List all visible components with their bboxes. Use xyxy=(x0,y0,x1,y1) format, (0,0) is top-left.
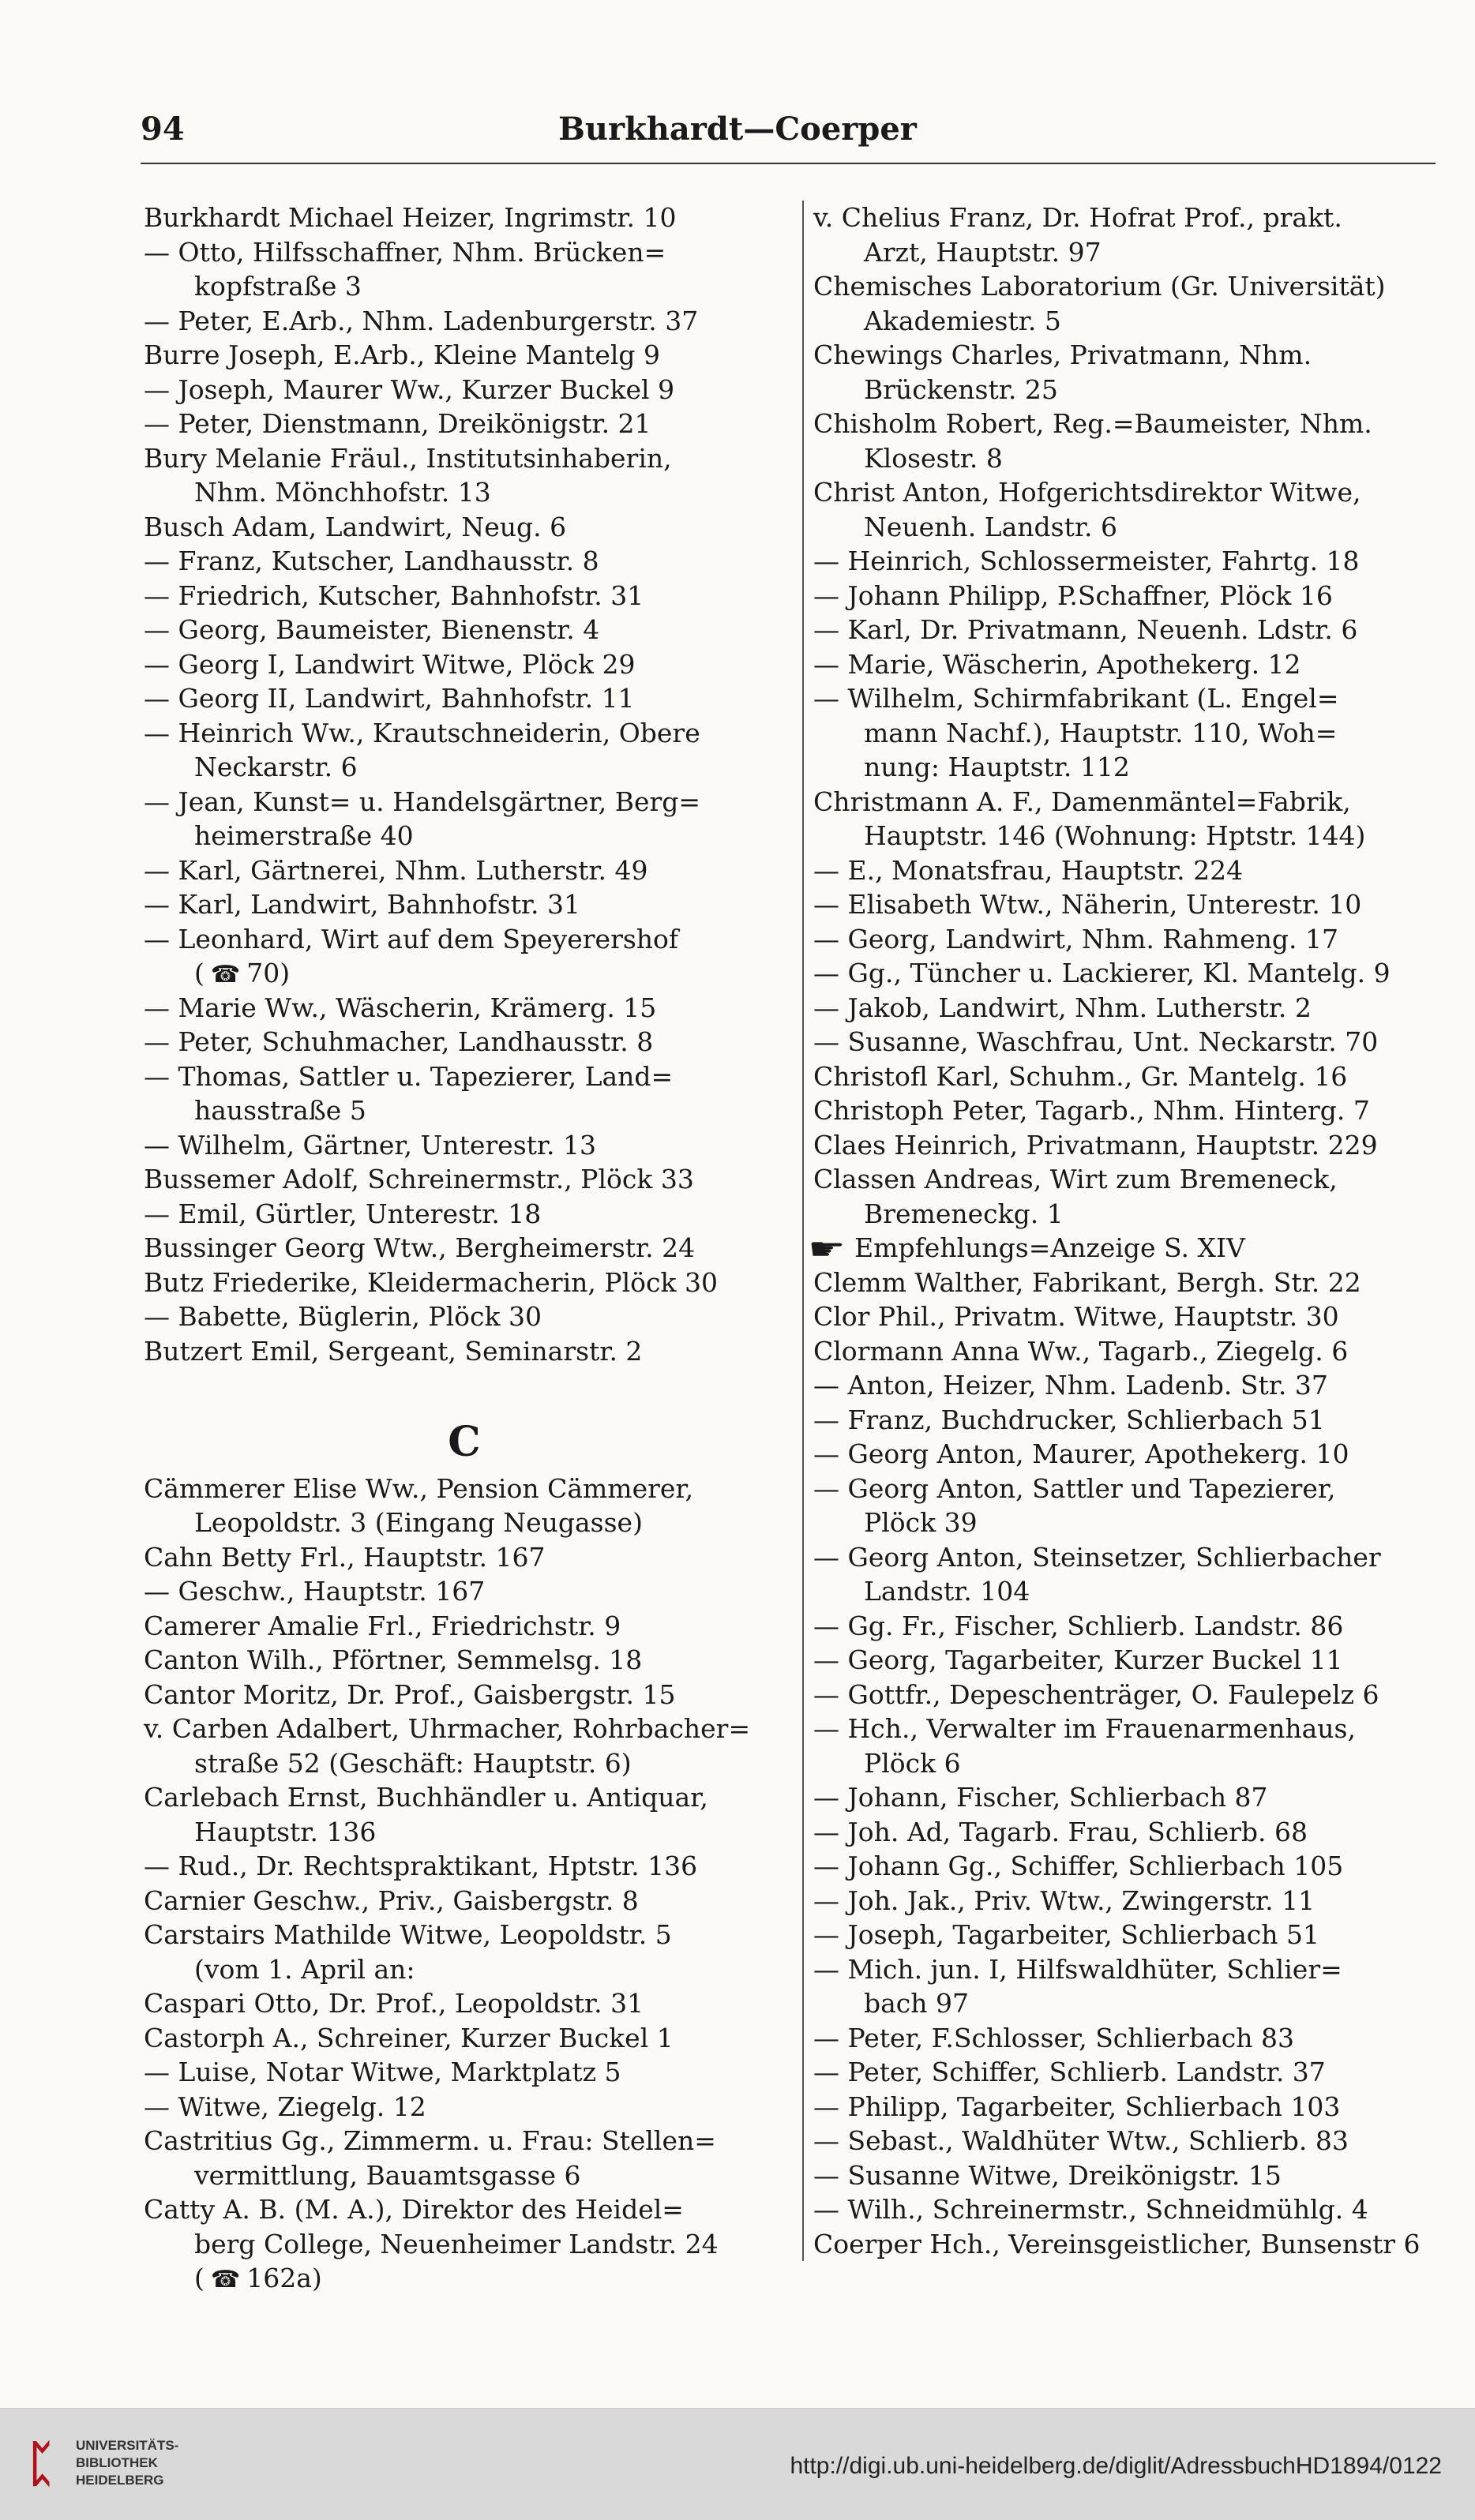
directory-entry xyxy=(144,991,785,1026)
directory-entry xyxy=(813,1918,1454,1952)
entry-text: Butzert Emil, Sergeant, Seminarstr. 2 xyxy=(144,1335,643,1367)
entry-text: Neckarstr. 6 xyxy=(194,752,358,782)
directory-entry xyxy=(813,579,1454,613)
entry-text: — Leonhard, Wirt auf dem Speyerershof xyxy=(144,923,679,954)
entry-continuation xyxy=(144,475,785,510)
entry-continuation xyxy=(813,819,1454,853)
blank-line xyxy=(144,1368,785,1403)
entry-text: — Susanne, Waschfrau, Unt. Neckarstr. 70 xyxy=(813,1026,1379,1057)
directory-entry xyxy=(144,681,785,716)
entry-text: — Georg, Baumeister, Bienenstr. 4 xyxy=(144,614,600,645)
directory-entry xyxy=(144,1918,785,1952)
entry-text: — Thomas, Sattler u. Tapezierer, Land= xyxy=(144,1060,674,1092)
entry-text: — Marie Ww., Wäscherin, Krämerg. 15 xyxy=(144,992,657,1023)
entry-text: — Susanne Witwe, Dreikönigstr. 15 xyxy=(813,2159,1282,2191)
directory-entry xyxy=(813,1472,1454,1506)
directory-entry xyxy=(813,1025,1454,1059)
directory-entry xyxy=(144,1472,785,1506)
directory-entry xyxy=(813,887,1454,922)
phone-prefix: ( xyxy=(194,2263,205,2293)
entry-continuation xyxy=(813,1746,1454,1781)
directory-entry xyxy=(144,716,785,751)
directory-entry xyxy=(144,201,785,235)
entry-text: — Georg Anton, Sattler und Tapezierer, xyxy=(813,1472,1336,1504)
entry-text: — Georg, Tagarbeiter, Kurzer Buckel 11 xyxy=(813,1644,1343,1675)
directory-entry xyxy=(144,1231,785,1266)
entry-text: Christofl Karl, Schuhm., Gr. Mantelg. 16 xyxy=(813,1060,1348,1092)
entry-text: — Georg, Landwirt, Nhm. Rahmeng. 17 xyxy=(813,923,1339,954)
entry-text: Camerer Amalie Frl., Friedrichstr. 9 xyxy=(144,1610,621,1641)
directory-entry xyxy=(813,1368,1454,1403)
entry-continuation xyxy=(144,1815,785,1850)
entry-text: Cantor Moritz, Dr. Prof., Gaisbergstr. 15 xyxy=(144,1678,676,1710)
entry-text: — Elisabeth Wtw., Näherin, Unterestr. 10 xyxy=(813,889,1362,920)
entry-text: — Peter, Dienstmann, Dreikönigstr. 21 xyxy=(144,408,651,439)
entry-text: heimerstraße 40 xyxy=(194,820,414,851)
entry-text: bach 97 xyxy=(864,1988,970,2019)
entry-text: C xyxy=(448,1417,481,1466)
entry-continuation xyxy=(144,1506,785,1540)
directory-entry xyxy=(813,1849,1454,1884)
entry-text: — Mich. jun. I, Hilfswaldhüter, Schlier= xyxy=(813,1953,1342,1985)
entry-continuation xyxy=(144,2227,785,2262)
entry-text: — Witwe, Ziegelg. 12 xyxy=(144,2091,426,2122)
entry-text: — Hch., Verwalter im Frauenarmenhaus, xyxy=(813,1713,1356,1744)
entry-text: — Babette, Büglerin, Plöck 30 xyxy=(144,1301,542,1332)
directory-entry xyxy=(813,1266,1454,1300)
entry-text: — Peter, Schiffer, Schlierb. Landstr. 37 xyxy=(813,2057,1326,2087)
directory-entry xyxy=(813,544,1454,579)
entry-continuation xyxy=(144,1093,785,1128)
entry-text: Busch Adam, Landwirt, Neug. 6 xyxy=(144,511,567,542)
entry-text: — Philipp, Tagarbeiter, Schlierbach 103 xyxy=(813,2091,1341,2122)
entry-continuation xyxy=(144,819,785,853)
entry-text: kopfstraße 3 xyxy=(194,271,362,302)
entry-text: — Joseph, Maurer Ww., Kurzer Buckel 9 xyxy=(144,373,675,405)
entry-text: — Sebast., Waldhüter Wtw., Schlierb. 83 xyxy=(813,2125,1349,2156)
directory-entry xyxy=(813,2227,1454,2262)
entry-text: Coerper Hch., Vereinsgeistlicher, Bunsenstr 6 xyxy=(813,2228,1421,2259)
entry-text: Carnier Geschw., Priv., Gaisbergstr. 8 xyxy=(144,1884,639,1916)
entry-text: — Jean, Kunst= u. Handelsgärtner, Berg= xyxy=(144,786,701,817)
directory-entry xyxy=(813,2158,1454,2193)
entry-text: — Franz, Buchdrucker, Schlierbach 51 xyxy=(813,1404,1325,1435)
entry-text: Klosestr. 8 xyxy=(864,442,1003,474)
entry-text: — Franz, Kutscher, Landhausstr. 8 xyxy=(144,546,599,576)
directory-entry xyxy=(144,1609,785,1644)
directory-entry xyxy=(144,1986,785,2021)
entry-continuation xyxy=(144,2158,785,2193)
entry-text: Castritius Gg., Zimmerm. u. Frau: Stellen= xyxy=(144,2125,716,2156)
entry-text: — Georg I, Landwirt Witwe, Plöck 29 xyxy=(144,648,636,680)
directory-entry xyxy=(144,441,785,476)
directory-entry xyxy=(813,613,1454,647)
entry-text: Bussemer Adolf, Schreinermstr., Plöck 33 xyxy=(144,1164,694,1194)
entry-text: 162a) xyxy=(246,2263,322,2293)
entry-text: Claes Heinrich, Privatmann, Hauptstr. 229 xyxy=(813,1129,1378,1161)
directory-entry xyxy=(144,647,785,682)
directory-entry xyxy=(144,235,785,270)
entry-text: Empfehlungs=Anzeige S. XIV xyxy=(854,1232,1245,1263)
directory-entry xyxy=(144,1299,785,1334)
entry-text: — Peter, F.Schlosser, Schlierbach 83 xyxy=(813,2022,1294,2053)
directory-entry xyxy=(144,1059,785,1094)
directory-entry xyxy=(144,853,785,888)
entry-text: — Luise, Notar Witwe, Marktplatz 5 xyxy=(144,2057,621,2087)
entry-text: Hauptstr. 136 xyxy=(194,1816,377,1847)
entry-text: — Wilhelm, Gärtner, Unterestr. 13 xyxy=(144,1129,597,1161)
entry-continuation xyxy=(813,373,1454,407)
directory-entry xyxy=(144,2090,785,2124)
entry-text: — Gg. Fr., Fischer, Schlierb. Landstr. 86 xyxy=(813,1610,1344,1641)
directory-entry xyxy=(813,338,1454,373)
entry-text: Chemisches Laboratorium (Gr. Universität) xyxy=(813,271,1386,302)
entry-text: Catty A. B. (M. A.), Direktor des Heidel= xyxy=(144,2194,684,2225)
directory-entry xyxy=(813,647,1454,682)
entry-text: 70) xyxy=(246,958,291,988)
directory-entry xyxy=(144,2124,785,2158)
directory-entry xyxy=(144,510,785,545)
library-name xyxy=(76,2437,178,2489)
entry-continuation xyxy=(813,235,1454,270)
library-name-line: UNIVERSITÄTS- xyxy=(76,2438,179,2453)
entry-text: Neuenh. Landstr. 6 xyxy=(864,511,1117,542)
directory-entry xyxy=(813,1334,1454,1369)
entry-text: — Johann, Fischer, Schlierbach 87 xyxy=(813,1782,1268,1813)
directory-entry xyxy=(813,407,1454,441)
entry-text: Plöck 6 xyxy=(864,1747,961,1779)
entry-continuation xyxy=(813,1574,1454,1609)
right-column xyxy=(808,201,1454,2261)
directory-entry xyxy=(144,922,785,957)
directory-entry xyxy=(144,887,785,922)
entry-text: mann Nachf.), Hauptstr. 110, Woh= xyxy=(864,717,1338,748)
header-rule xyxy=(141,163,1436,164)
entry-text: Christoph Peter, Tagarb., Nhm. Hinterg. 7 xyxy=(813,1095,1370,1126)
directory-entry xyxy=(144,304,785,339)
telephone-icon: ☎ xyxy=(210,2266,241,2294)
directory-entry xyxy=(144,1780,785,1815)
entry-text: Caspari Otto, Dr. Prof., Leopoldstr. 31 xyxy=(144,1988,644,2019)
footer-bar xyxy=(0,2408,1475,2520)
entry-text: — Joseph, Tagarbeiter, Schlierbach 51 xyxy=(813,1919,1320,1950)
source-url-link[interactable]: http://digi.ub.uni-heidelberg.de/diglit/AdressbuchHD1894/0122 xyxy=(790,2453,1442,2479)
entry-continuation xyxy=(813,750,1454,785)
entry-text: Brückenstr. 25 xyxy=(864,373,1058,405)
page-number: 94 xyxy=(141,111,185,148)
entry-text: — Wilh., Schreinermstr., Schneidmühlg. 4 xyxy=(813,2194,1368,2225)
directory-entry xyxy=(144,1334,785,1369)
entry-continuation xyxy=(144,269,785,304)
phone-prefix: ( xyxy=(194,958,205,988)
entry-text: Butz Friederike, Kleidermacherin, Plöck 30 xyxy=(144,1266,718,1298)
directory-entry xyxy=(144,1712,785,1746)
directory-entry xyxy=(144,373,785,407)
entry-text: — Heinrich, Schlossermeister, Fahrtg. 18 xyxy=(813,546,1360,576)
entry-text: — Rud., Dr. Rechtspraktikant, Hptstr. 136 xyxy=(144,1851,698,1881)
directory-entry xyxy=(144,1678,785,1712)
entry-text: Hauptstr. 146 (Wohnung: Hptstr. 144) xyxy=(864,820,1366,851)
library-name-line: HEIDELBERG xyxy=(76,2473,164,2488)
entry-text: Arzt, Hauptstr. 97 xyxy=(864,236,1102,268)
directory-entry xyxy=(144,1128,785,1163)
directory-entry xyxy=(813,201,1454,235)
directory-entry xyxy=(813,681,1454,716)
entry-continuation xyxy=(144,750,785,785)
directory-entry xyxy=(144,1849,785,1884)
entry-continuation xyxy=(144,956,785,991)
entry-text: Nhm. Mönchhofstr. 13 xyxy=(194,477,491,508)
directory-entry xyxy=(813,991,1454,1026)
directory-entry xyxy=(813,1712,1454,1746)
directory-entry xyxy=(813,1609,1454,1644)
entry-text: berg College, Neuenheimer Landstr. 24 xyxy=(194,2228,719,2259)
entry-continuation xyxy=(813,1197,1454,1232)
entry-text: — Friedrich, Kutscher, Bahnhofstr. 31 xyxy=(144,579,644,611)
directory-entry xyxy=(813,1299,1454,1334)
directory-entry xyxy=(144,407,785,441)
directory-entry xyxy=(144,1197,785,1232)
directory-entry xyxy=(813,956,1454,991)
entry-text: Chewings Charles, Privatmann, Nhm. xyxy=(813,339,1312,370)
entry-continuation xyxy=(813,510,1454,545)
entry-text: Clemm Walther, Fabrikant, Bergh. Str. 22 xyxy=(813,1266,1361,1298)
entry-text: — Georg Anton, Maurer, Apothekerg. 10 xyxy=(813,1438,1349,1469)
entry-text: Plöck 39 xyxy=(864,1507,978,1538)
entry-text: — Wilhelm, Schirmfabrikant (L. Engel= xyxy=(813,683,1339,714)
directory-entry xyxy=(144,1884,785,1918)
directory-entry xyxy=(813,1403,1454,1438)
directory-entry xyxy=(144,338,785,373)
entry-text: — Otto, Hilfsschaffner, Nhm. Brücken= xyxy=(144,236,666,268)
directory-entry xyxy=(813,2021,1454,2056)
pointing-hand-icon: ☛ xyxy=(808,1232,846,1267)
directory-entry xyxy=(144,785,785,819)
entry-text: v. Carben Adalbert, Uhrmacher, Rohrbacher= xyxy=(144,1713,751,1744)
column-divider xyxy=(802,201,804,2261)
entry-text: Burre Joseph, E.Arb., Kleine Mantelg 9 xyxy=(144,339,661,370)
section-letter xyxy=(144,1403,785,1472)
entry-text: — Joh. Ad, Tagarb. Frau, Schlierb. 68 xyxy=(813,1816,1308,1847)
entry-text: — Johann Philipp, P.Schaffner, Plöck 16 xyxy=(813,579,1333,611)
directory-entry xyxy=(813,269,1454,304)
directory-entry xyxy=(813,1815,1454,1850)
directory-entry xyxy=(144,2192,785,2227)
telephone-icon: ☎ xyxy=(210,961,241,989)
entry-continuation xyxy=(813,1506,1454,1540)
entry-text: Classen Andreas, Wirt zum Bremeneck, xyxy=(813,1164,1338,1194)
entry-text: Carlebach Ernst, Buchhändler u. Antiquar, xyxy=(144,1782,708,1813)
directory-entry xyxy=(144,1025,785,1059)
entry-text: — Gg., Tüncher u. Lackierer, Kl. Mantelg. 9 xyxy=(813,958,1391,988)
entry-text: — Georg II, Landwirt, Bahnhofstr. 11 xyxy=(144,683,635,714)
directory-entry xyxy=(144,1643,785,1678)
entry-text: Clormann Anna Ww., Tagarb., Ziegelg. 6 xyxy=(813,1335,1349,1367)
entry-text: straße 52 (Geschäft: Hauptstr. 6) xyxy=(194,1747,632,1779)
directory-entry xyxy=(813,1643,1454,1678)
entry-text: — Karl, Dr. Privatmann, Neuenh. Ldstr. 6 xyxy=(813,614,1358,645)
entry-text: — Heinrich Ww., Krautschneiderin, Obere xyxy=(144,717,700,748)
directory-entry xyxy=(813,2055,1454,2090)
left-column xyxy=(144,201,785,2296)
directory-entry xyxy=(813,2124,1454,2158)
entry-text: v. Chelius Franz, Dr. Hofrat Prof., prakt. xyxy=(813,202,1342,233)
entry-text: — Peter, E.Arb., Nhm. Ladenburgerstr. 37 xyxy=(144,305,699,336)
entry-text: Clor Phil., Privatm. Witwe, Hauptstr. 30 xyxy=(813,1301,1339,1332)
directory-entry xyxy=(813,1952,1454,1987)
entry-continuation xyxy=(813,716,1454,751)
entry-text: Christ Anton, Hofgerichtsdirektor Witwe, xyxy=(813,477,1361,508)
directory-entry xyxy=(813,1093,1454,1128)
entry-text: (vom 1. April an: xyxy=(194,1953,415,1985)
entry-text: Carstairs Mathilde Witwe, Leopoldstr. 5 xyxy=(144,1919,672,1950)
entry-continuation xyxy=(144,1952,785,1987)
entry-text: — Geschw., Hauptstr. 167 xyxy=(144,1576,486,1607)
entry-text: Cämmerer Elise Ww., Pension Cämmerer, xyxy=(144,1472,694,1504)
directory-entry xyxy=(144,2021,785,2056)
library-logo-icon: ᛈ xyxy=(26,2435,56,2492)
entry-continuation xyxy=(144,2261,785,2296)
directory-entry xyxy=(144,1574,785,1609)
directory-entry xyxy=(144,544,785,579)
entry-text: — Karl, Landwirt, Bahnhofstr. 31 xyxy=(144,889,580,920)
entry-text: Bury Melanie Fräul., Institutsinhaberin, xyxy=(144,442,672,474)
entry-text: Castorph A., Schreiner, Kurzer Buckel 1 xyxy=(144,2022,674,2053)
directory-entry xyxy=(813,853,1454,888)
running-head: Burkhardt—Coerper xyxy=(558,111,917,148)
entry-text: Cahn Betty Frl., Hauptstr. 167 xyxy=(144,1541,546,1573)
directory-entry xyxy=(813,785,1454,819)
entry-text: hausstraße 5 xyxy=(194,1095,366,1126)
directory-entry xyxy=(144,613,785,647)
entry-text: — Emil, Gürtler, Unterestr. 18 xyxy=(144,1198,542,1229)
entry-text: — Peter, Schuhmacher, Landhausstr. 8 xyxy=(144,1026,654,1057)
directory-entry xyxy=(144,1266,785,1300)
entry-continuation xyxy=(813,1986,1454,2021)
entry-text: Landstr. 104 xyxy=(864,1576,1030,1607)
entry-text: Chisholm Robert, Reg.=Baumeister, Nhm. xyxy=(813,408,1372,439)
entry-text: — Johann Gg., Schiffer, Schlierbach 105 xyxy=(813,1851,1344,1881)
directory-entry xyxy=(813,1162,1454,1197)
entry-text: Leopoldstr. 3 (Eingang Neugasse) xyxy=(194,1507,643,1538)
directory-entry xyxy=(813,2090,1454,2124)
entry-continuation xyxy=(813,304,1454,339)
entry-text: — Joh. Jak., Priv. Wtw., Zwingerstr. 11 xyxy=(813,1884,1315,1916)
directory-entry xyxy=(813,1059,1454,1094)
directory-entry xyxy=(144,1540,785,1575)
directory-entry xyxy=(813,1884,1454,1918)
directory-entry xyxy=(808,1231,1454,1267)
directory-entry xyxy=(813,475,1454,510)
entry-text: — Anton, Heizer, Nhm. Ladenb. Str. 37 xyxy=(813,1370,1328,1401)
entry-text: — Georg Anton, Steinsetzer, Schlierbacher xyxy=(813,1541,1381,1573)
entry-text: nung: Hauptstr. 112 xyxy=(864,752,1130,782)
directory-entry xyxy=(813,1128,1454,1163)
directory-entry xyxy=(813,2192,1454,2227)
entry-continuation xyxy=(813,441,1454,476)
directory-entry xyxy=(144,1162,785,1197)
entry-text: Christmann A. F., Damenmäntel=Fabrik, xyxy=(813,786,1351,817)
entry-text: — Gottfr., Depeschenträger, O. Faulepelz 6 xyxy=(813,1678,1379,1710)
entry-text: Bussinger Georg Wtw., Bergheimerstr. 24 xyxy=(144,1232,696,1263)
directory-entry xyxy=(813,922,1454,957)
directory-entry xyxy=(813,1540,1454,1575)
entry-text: — E., Monatsfrau, Hauptstr. 224 xyxy=(813,854,1244,886)
entry-text: vermittlung, Bauamtsgasse 6 xyxy=(194,2159,581,2191)
entry-text: — Marie, Wäscherin, Apothekerg. 12 xyxy=(813,648,1301,680)
entry-text: Canton Wilh., Pförtner, Semmelsg. 18 xyxy=(144,1644,643,1675)
directory-entry xyxy=(813,1780,1454,1815)
entry-text: Bremeneckg. 1 xyxy=(864,1198,1064,1229)
entry-text: Akademiestr. 5 xyxy=(864,305,1061,336)
directory-entry xyxy=(144,2055,785,2090)
entry-continuation xyxy=(144,1746,785,1781)
directory-entry xyxy=(813,1678,1454,1712)
directory-entry xyxy=(144,579,785,613)
entry-text: Burkhardt Michael Heizer, Ingrimstr. 10 xyxy=(144,202,677,233)
entry-text: — Karl, Gärtnerei, Nhm. Lutherstr. 49 xyxy=(144,854,648,886)
entry-text: — Jakob, Landwirt, Nhm. Lutherstr. 2 xyxy=(813,992,1312,1023)
directory-entry xyxy=(813,1437,1454,1472)
library-name-line: BIBLIOTHEK xyxy=(76,2455,158,2470)
